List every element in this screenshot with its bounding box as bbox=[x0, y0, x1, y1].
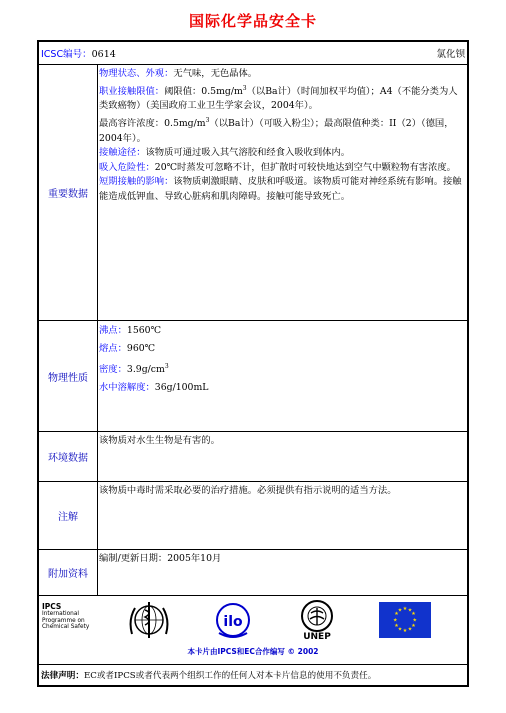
svg-text:★: ★ bbox=[397, 607, 403, 614]
max-allowable-concentration: 最高容许浓度：$0.5mg/m^3$（以Ba计）（可吸入粉尘）；最高限值种类：II（2）（德国，2004年）。 bbox=[99, 116, 454, 144]
eu-flag-icon bbox=[379, 602, 431, 638]
environment-content: 该物质对水生生物是有害的。 bbox=[99, 435, 220, 446]
additional-info-row bbox=[39, 550, 467, 596]
important-data-content bbox=[97, 65, 467, 320]
legal-notice: 法律声明： EC或者IPCS或者代表两个组织工作的任何人对本卡片信息的使用不负责任。 bbox=[41, 670, 377, 681]
water-solubility: 水中溶解度：36g/100mL bbox=[99, 382, 209, 394]
substance-name: 氯化钡 bbox=[436, 49, 465, 60]
exposure-limits: 职业接触限值：阈限值：$0.5mg/m^3$（以Ba计）（时间加权平均值）；A4（不能分类为人类致癌物）（美国政府工业卫生学家会议，2004年）。 bbox=[99, 84, 458, 112]
header-row bbox=[39, 42, 467, 65]
density: 密度：$3.9g/cm^3$ bbox=[99, 363, 169, 376]
additional-info-content: 编制/更新日期：2005年10月 bbox=[99, 553, 222, 564]
svg-text:ilo: ilo bbox=[223, 614, 243, 630]
inhalation-risk: 吸入危险性：20℃时蒸发可忽略不计，但扩散时可较快地达到空气中颗粒物有害浓度。 bbox=[99, 161, 456, 173]
safety-card bbox=[37, 40, 469, 687]
credit-line: 本卡片由IPCS和EC合作编写 © 2002 bbox=[187, 647, 319, 656]
icsc-id: ICSC编号：0614 bbox=[41, 49, 116, 60]
card-title: 国际化学品安全卡 bbox=[188, 12, 317, 30]
svg-text:★: ★ bbox=[394, 623, 399, 629]
svg-text:★: ★ bbox=[411, 623, 416, 629]
exposure-routes: 接触途径：该物质可通过吸入其气溶胶和经食入吸收到体内。 bbox=[99, 147, 351, 159]
ipcs-logo: IPCS International Programme on Chemical Safety bbox=[42, 602, 90, 631]
icsc-number: 0614 bbox=[91, 49, 116, 60]
notes-row bbox=[39, 482, 467, 550]
svg-text:★: ★ bbox=[402, 606, 408, 612]
environment-label: 环境数据 bbox=[39, 432, 98, 481]
who-emblem-icon bbox=[127, 600, 171, 640]
physical-properties-label: 物理性质 bbox=[39, 321, 98, 431]
important-data-label: 重要数据 bbox=[39, 65, 98, 320]
physical-properties-row bbox=[39, 321, 467, 432]
physical-properties-content bbox=[97, 321, 467, 431]
ilo-emblem-icon bbox=[213, 601, 253, 641]
important-data-row bbox=[39, 65, 467, 321]
svg-text:★: ★ bbox=[411, 611, 416, 617]
notes-label: 注解 bbox=[39, 482, 98, 549]
svg-text:★: ★ bbox=[407, 626, 413, 633]
svg-text:★: ★ bbox=[392, 617, 398, 624]
short-term-effects: 短期接触的影响：该物质刺激眼睛、皮肤和呼吸道。该物质可能对神经系统有影响。接触能造成低钾血、导致心脏病和肌肉障碍。接触可能导致死亡。 bbox=[99, 176, 462, 202]
svg-text:★: ★ bbox=[412, 617, 418, 624]
logos-row bbox=[39, 596, 467, 665]
physical-state: 物理状态、外观：无气味，无色晶体。 bbox=[99, 68, 258, 79]
svg-text:★: ★ bbox=[407, 607, 413, 614]
boiling-point: 沸点：1560℃ bbox=[99, 325, 161, 336]
svg-text:★: ★ bbox=[402, 628, 408, 634]
additional-info-label: 附加资料 bbox=[39, 550, 98, 595]
environment-row bbox=[39, 432, 467, 482]
svg-text:★: ★ bbox=[394, 611, 399, 617]
unep-label: UNEP bbox=[303, 632, 331, 642]
svg-text:★: ★ bbox=[397, 626, 403, 633]
unep-emblem-icon bbox=[297, 599, 337, 635]
notes-content: 该物质中毒时需采取必要的治疗措施。必须提供有指示说明的适当方法。 bbox=[99, 485, 397, 496]
melting-point: 熔点：960℃ bbox=[99, 343, 156, 354]
